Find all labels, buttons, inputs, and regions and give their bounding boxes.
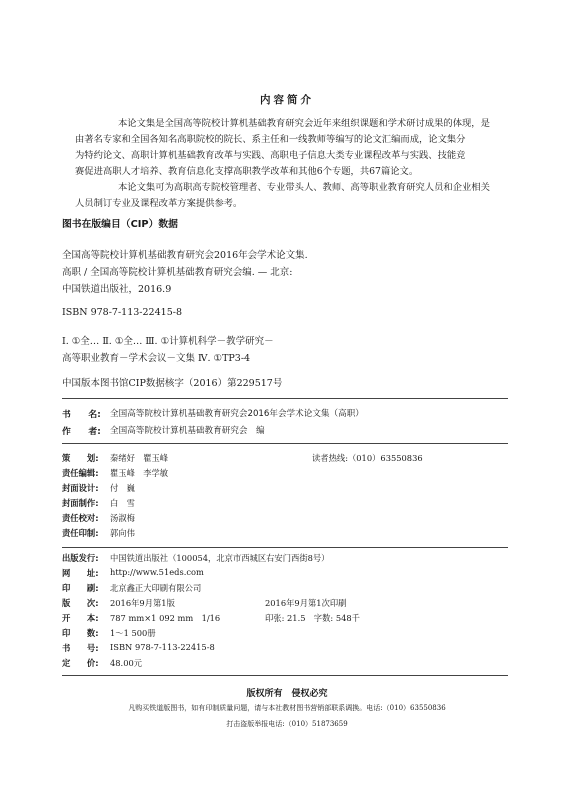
- cip-isbn: ISBN 978-7-113-22415-8: [62, 307, 182, 318]
- summary-line: 本论文集可为高职高专院校管理者、专业带头人、教师、高等职业教育研究人员和企业相关: [118, 182, 490, 193]
- quality-notice: 凡购买铁道版图书，如有印制质量问题，请与本社教材图书营销部联系调换。电话:（010）63550836: [128, 704, 446, 712]
- staff-value: 白 雪: [110, 498, 135, 508]
- cip-line: 高职 / 全国高等院校计算机基础教育研究会编. — 北京:: [62, 267, 293, 278]
- book-title-label: 书 名:: [62, 410, 101, 420]
- summary-line: 为特约论文、高职计算机基础教育改革与实践、高职电子信息大类专业课程改革与实践、技能竞: [75, 150, 466, 161]
- pub-value: 2016年9月第1版: [110, 598, 175, 608]
- staff-value: 瞿玉峰 李学敏: [110, 468, 169, 478]
- pub-price: 48.00元: [110, 658, 143, 668]
- pub-extra: 2016年9月第1次印刷: [265, 598, 347, 608]
- book-title: 全国高等院校计算机基础教育研究会2016年会学术论文集（高职）: [110, 409, 364, 419]
- website-value: http://www.51eds.com: [110, 567, 204, 577]
- pub-label: 开 本:: [62, 613, 99, 623]
- book-author-label: 作 者:: [62, 427, 101, 437]
- summary-line: 本论文集是全国高等院校计算机基础教育研究会近年来组织课题和学术研讨成果的体现，是: [118, 118, 490, 129]
- pub-isbn: ISBN 978-7-113-22415-8: [110, 642, 215, 652]
- cip-heading: 图书在版编目（CIP）数据: [62, 219, 178, 230]
- pub-value: 中国铁道出版社（100054，北京市西城区右安门西街8号）: [110, 553, 330, 563]
- staff-value: 秦绪好 瞿玉峰: [110, 453, 169, 463]
- staff-label: 封面制作:: [62, 498, 99, 508]
- pub-label: 印 数:: [62, 628, 99, 638]
- staff-value: 付 巍: [110, 483, 135, 493]
- cip-line: 高等职业教育－学术会议－文集 Ⅳ. ①TP3-4: [62, 353, 251, 364]
- divider: [62, 675, 508, 676]
- summary-title: 内容简介: [260, 94, 314, 106]
- rights-title: 版权所有 侵权必究: [246, 689, 328, 699]
- divider: [62, 398, 508, 399]
- summary-line: 赛促进高职人才培养、教育信息化支撑高职教学改革和其他6个专题，共67篇论文。: [75, 166, 419, 177]
- pub-extra: 印张: 21.5 字数: 548千: [265, 613, 360, 623]
- divider: [62, 443, 508, 444]
- pub-label: 定 价:: [62, 658, 99, 668]
- cip-record-number: 中国版本图书馆CIP数据核字（2016）第229517号: [62, 378, 283, 389]
- reader-hotline: 读者热线:（010）63550836: [312, 453, 423, 463]
- pub-value: 787 mm×1 092 mm 1/16: [110, 613, 221, 623]
- pub-label: 印 刷:: [62, 583, 99, 593]
- pub-label: 版 次:: [62, 598, 99, 608]
- pub-label: 出版发行:: [62, 553, 99, 563]
- summary-line: 人员制订专业及课程改革方案提供参考。: [75, 198, 243, 209]
- pub-value: 1～1 500册: [110, 628, 156, 638]
- staff-label: 责任校对:: [62, 513, 99, 523]
- cip-line: 中国铁道出版社，2016.9: [62, 284, 172, 295]
- cip-line: 全国高等院校计算机基础教育研究会2016年会学术论文集.: [62, 250, 308, 261]
- book-author: 全国高等院校计算机基础教育研究会 编: [110, 426, 265, 436]
- summary-line: 由著名专家和全国各知名高职院校的院长、系主任和一线教师等编写的论文汇编而成，论文集分: [75, 134, 466, 145]
- staff-label: 责任编辑:: [62, 468, 99, 478]
- pub-label: 网 址:: [62, 568, 99, 578]
- staff-value: 郭向伟: [110, 528, 135, 538]
- piracy-notice: 打击盗版举报电话:（010）51873659: [226, 720, 348, 728]
- pub-value: 北京鑫正大印刷有限公司: [110, 583, 202, 593]
- pub-label: 书 号:: [62, 643, 99, 653]
- staff-label: 封面设计:: [62, 483, 99, 493]
- staff-label: 策 划:: [62, 453, 99, 463]
- divider: [62, 547, 508, 548]
- staff-label: 责任印制:: [62, 528, 99, 538]
- cip-line: Ⅰ. ①全… Ⅱ. ①全… Ⅲ. ①计算机科学－教学研究－: [62, 336, 274, 347]
- staff-value: 汤淑梅: [110, 513, 135, 523]
